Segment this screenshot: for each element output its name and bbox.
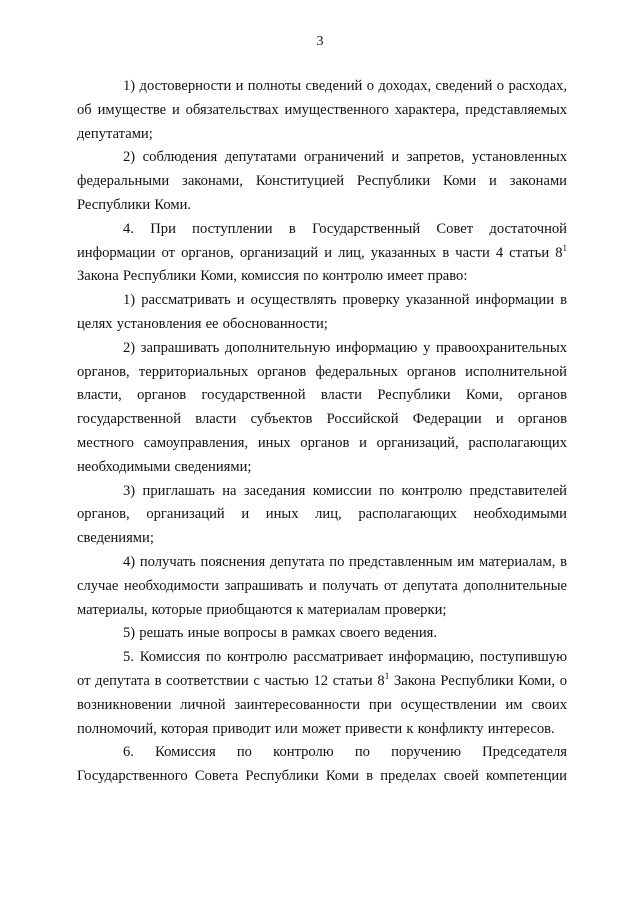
paragraph-request-information: 2) запрашивать дополнительную информацию у правоохранительных органов, территориальных органов федеральных органов исполнительной власти, органов государственной власти Республики Коми, органов государственной власти субъектов Российской Федерации и органов местного самоуправления, иных органов и организаций, располагающих необходимыми сведениями; xyxy=(77,339,567,475)
paragraph-review-information: 1) рассматривать и осуществлять проверку указанной информации в целях установления ее обоснованности; xyxy=(77,292,567,332)
paragraph-obtain-explanations: 4) получать пояснения депутата по представленным им материалам, в случае необходимости запрашивать и получать от депутата дополнительные материалы, которые приобщаются к материалам проверки; xyxy=(77,553,567,618)
paragraph-item-5: 5. Комиссия по контролю рассматривает информацию, поступившую от депутата в соответствии с частью 12 статьи $8^1$ Закона Республики Коми, о возникновении личной заинтересованности при осуществлении им своих полномочий, которая приводит или может привести к конфликту интересов. xyxy=(77,649,567,737)
paragraph-other-questions: 5) решать иные вопросы в рамках своего ведения. xyxy=(123,625,438,642)
paragraph-item-4: 4. При поступлении в Государственный Совет достаточной информации от органов, организаций и лиц, указанных в части 4 статьи $8^1$ Закона Республики Коми, комиссия по контролю имеет право: xyxy=(77,220,567,285)
paragraph-invite-representatives: 3) приглашать на заседания комиссии по контролю представителей органов, организаций и иных лиц, располагающих необходимыми сведениями; xyxy=(77,482,567,547)
page-number: 3 xyxy=(316,34,324,49)
superscript-one: 1 xyxy=(384,670,390,681)
document-body xyxy=(77,75,567,789)
paragraph-reliability: 1) достоверности и полноты сведений о доходах, сведений о расходах, об имуществе и обязательствах имущественного характера, представляемых депутатами; xyxy=(77,78,567,142)
superscript-one: 1 xyxy=(562,242,567,253)
paragraph-item-6: 6. Комиссия по контролю по поручению Председателя Государственного Совета Республики Коми в пределах своей компетенции xyxy=(77,744,567,785)
paragraph-restrictions: 2) соблюдения депутатами ограничений и запретов, установленных федеральными законами, Конституцией Республики Коми и законами Республики Коми. xyxy=(77,149,567,213)
